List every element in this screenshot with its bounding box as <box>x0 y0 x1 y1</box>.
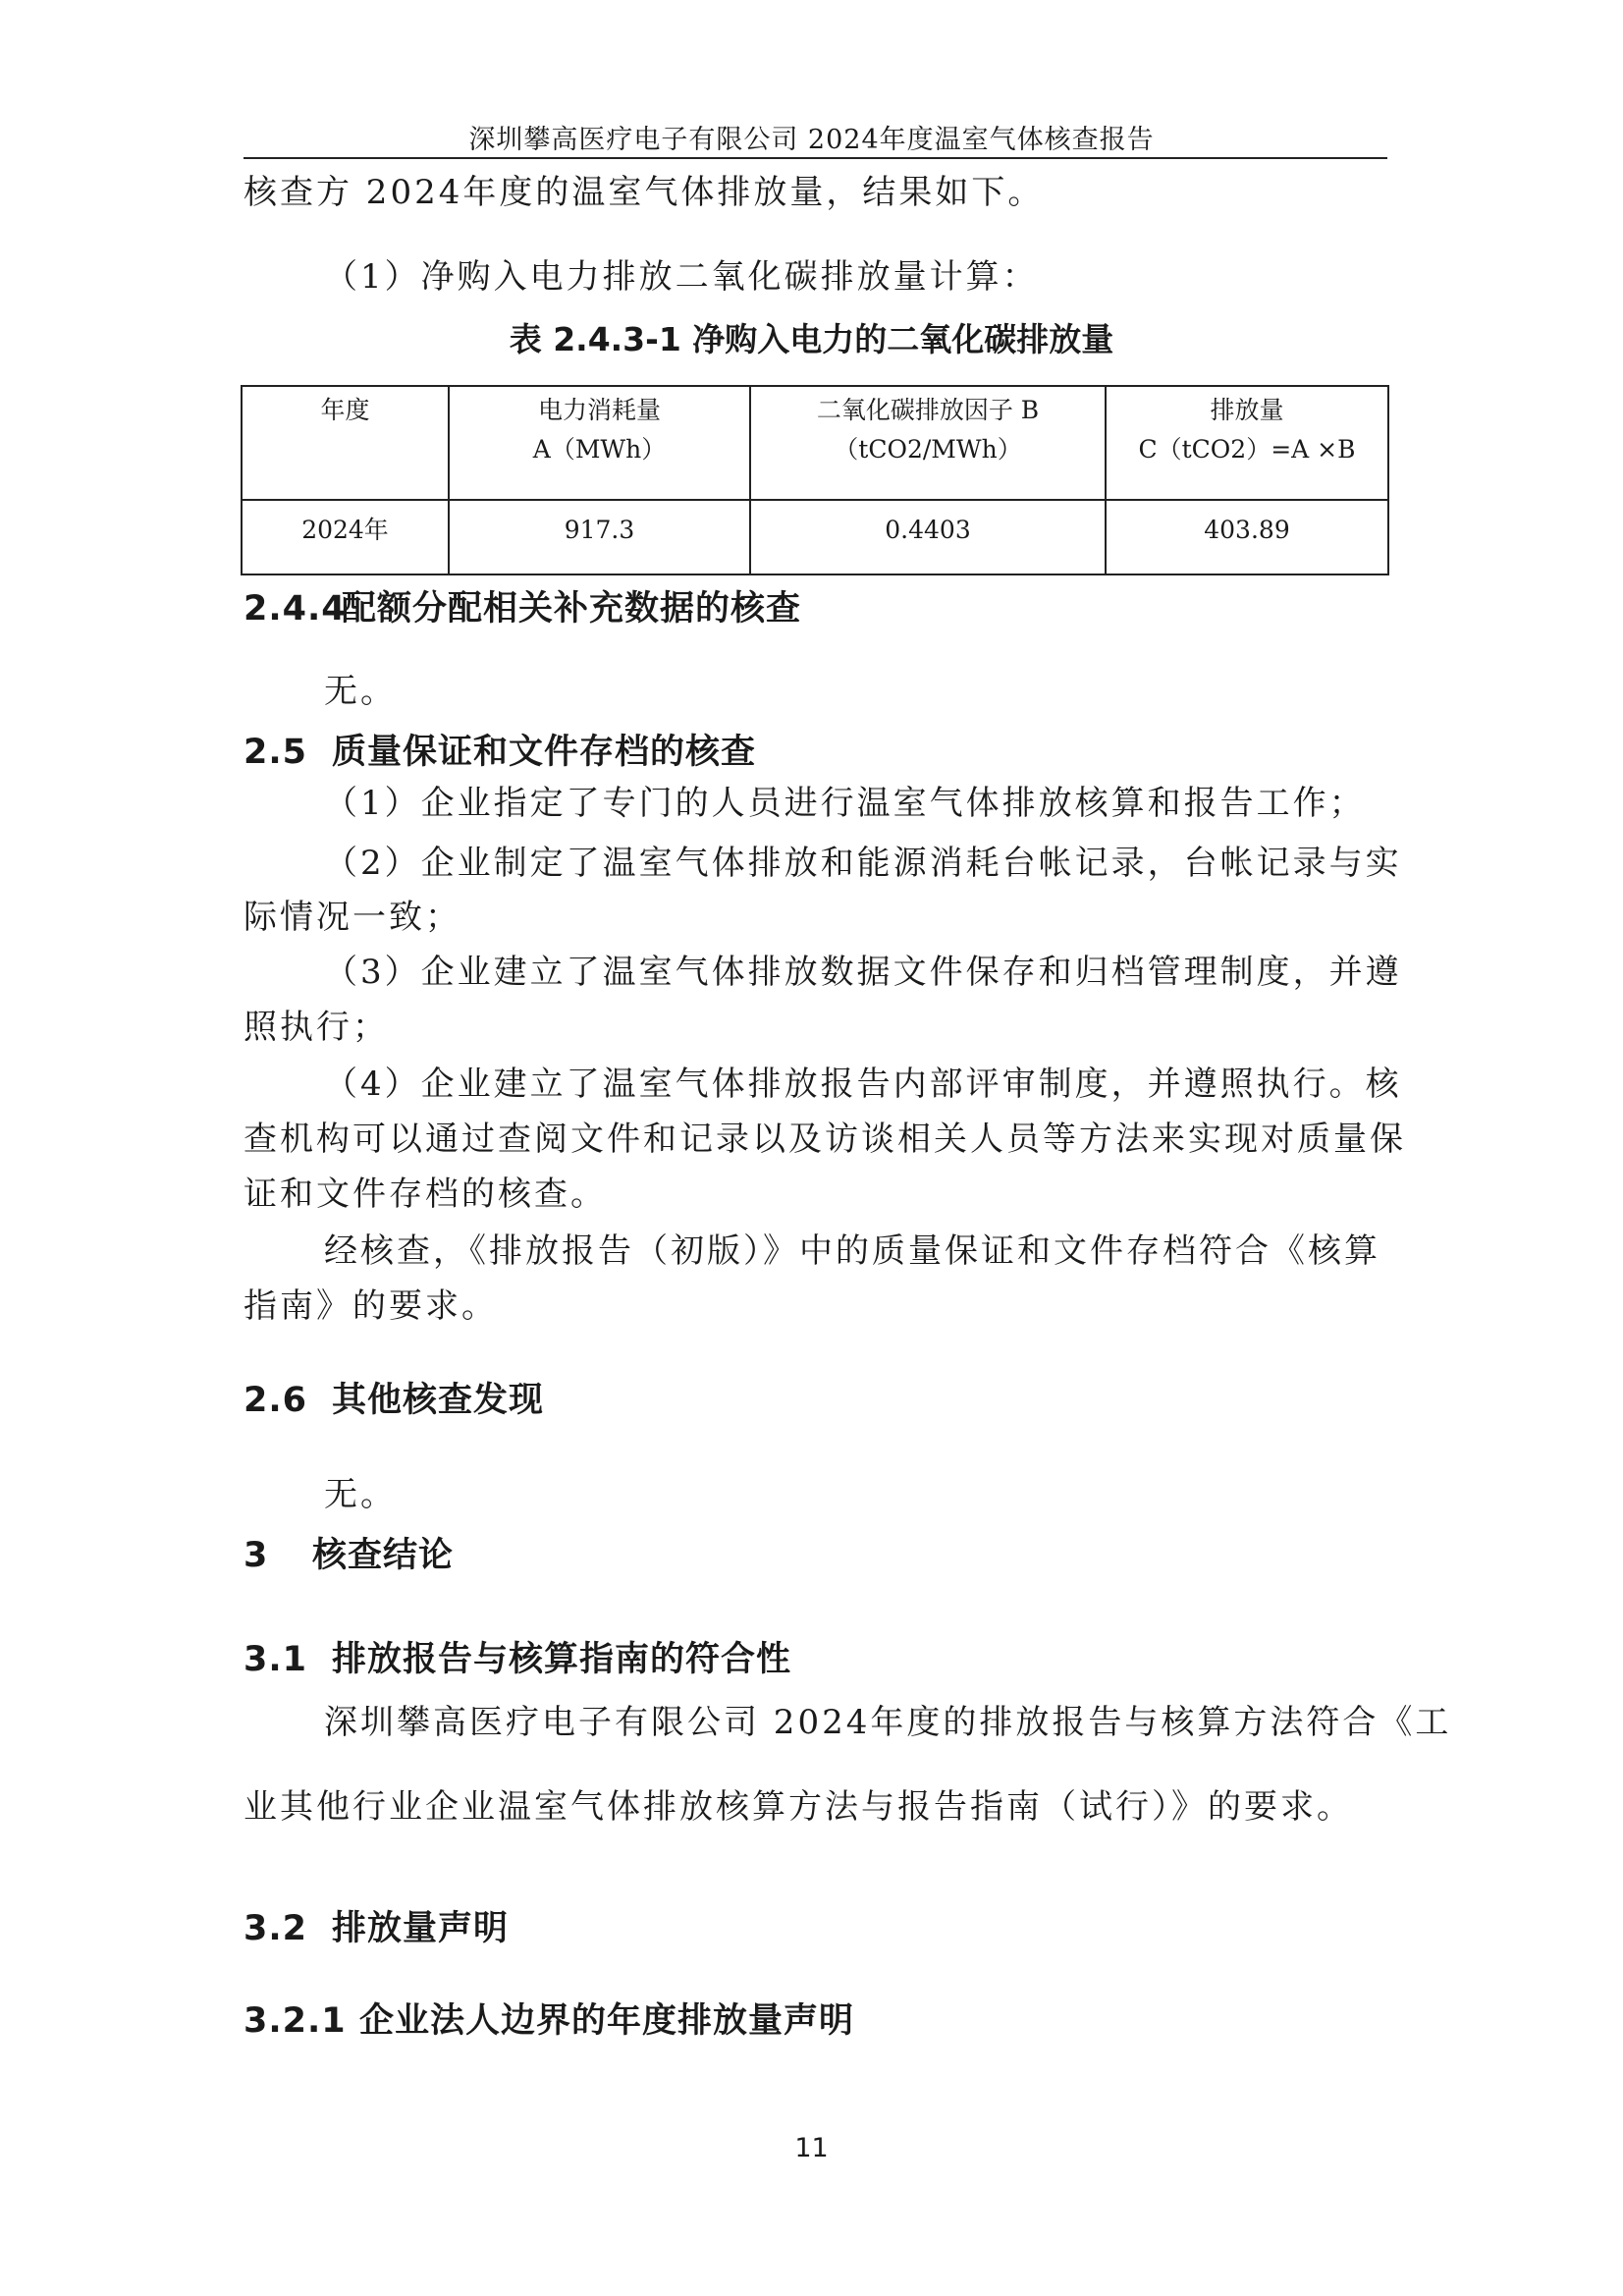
item-2-line-1: （2）企业制定了温室气体排放和能源消耗台帐记录，台帐记录与实 <box>324 844 1402 883</box>
item-4-line-3: 证和文件存档的核查。 <box>243 1175 607 1214</box>
header-cell-emission: 排放量 C（tCO2）=A ×B <box>1106 386 1388 500</box>
item-4-line-1: （4）企业建立了温室气体排放报告内部评审制度，并遵照执行。核 <box>324 1065 1402 1104</box>
page-header: 深圳攀高医疗电子有限公司 2024年度温室气体核查报告 <box>468 125 1155 155</box>
cell-factor: 0.4403 <box>750 500 1106 574</box>
section-3-2-heading: 3.2 排放量声明 <box>243 1909 510 1948</box>
conclusion-line-1: 经核查，《排放报告（初版）》中的质量保证和文件存档符合《核算 <box>324 1231 1380 1271</box>
header-cell-power: 电力消耗量 A（MWh） <box>449 386 750 500</box>
section-2-5-heading: 2.5 质量保证和文件存档的核查 <box>243 733 757 772</box>
section-2-6-body: 无。 <box>324 1475 397 1514</box>
item-4-line-2: 查机构可以通过查阅文件和记录以及访谈相关人员等方法来实现对质量保 <box>243 1120 1406 1159</box>
table-header-row <box>242 386 1388 500</box>
section-2-6-heading: 2.6 其他核查发现 <box>243 1381 545 1420</box>
section-3-1-line-2: 业其他行业企业温室气体排放核算方法与报告指南（试行）》的要求。 <box>243 1787 1353 1827</box>
body-intro: 核查方 2024年度的温室气体排放量，结果如下。 <box>243 173 1045 212</box>
cell-emission: 403.89 <box>1106 500 1388 574</box>
section-3-heading: 3 核查结论 <box>243 1536 455 1575</box>
emissions-table <box>241 385 1389 575</box>
page-number: 11 <box>794 2133 829 2163</box>
calc-note: （1）净购入电力排放二氧化碳排放量计算： <box>324 257 1039 297</box>
cell-year: 2024年 <box>242 500 449 574</box>
header-divider <box>243 157 1387 159</box>
section-3-1-heading: 3.1 排放报告与核算指南的符合性 <box>243 1640 792 1679</box>
section-3-2-1-heading: 3.2.1 企业法人边界的年度排放量声明 <box>243 2001 855 2041</box>
item-1: （1）企业指定了专门的人员进行温室气体排放核算和报告工作； <box>324 784 1366 823</box>
item-2-line-2: 际情况一致； <box>243 898 461 937</box>
item-3-line-2: 照执行； <box>243 1008 389 1047</box>
cell-power: 917.3 <box>449 500 750 574</box>
section-3-1-line-1: 深圳攀高医疗电子有限公司 2024年度的排放报告与核算方法符合《工 <box>324 1703 1452 1742</box>
table-row <box>242 500 1388 574</box>
conclusion-line-2: 指南》的要求。 <box>243 1286 498 1326</box>
header-cell-year: 年度 <box>242 386 449 500</box>
table-caption: 表 2.4.3-1 净购入电力的二氧化碳排放量 <box>509 320 1114 358</box>
section-2-4-4-body: 无。 <box>324 672 397 711</box>
item-3-line-1: （3）企业建立了温室气体排放数据文件保存和归档管理制度，并遵 <box>324 953 1402 992</box>
section-2-4-4-heading: 2.4.4配额分配相关补充数据的核查 <box>243 589 802 629</box>
header-cell-factor: 二氧化碳排放因子 B （tCO2/MWh） <box>750 386 1106 500</box>
